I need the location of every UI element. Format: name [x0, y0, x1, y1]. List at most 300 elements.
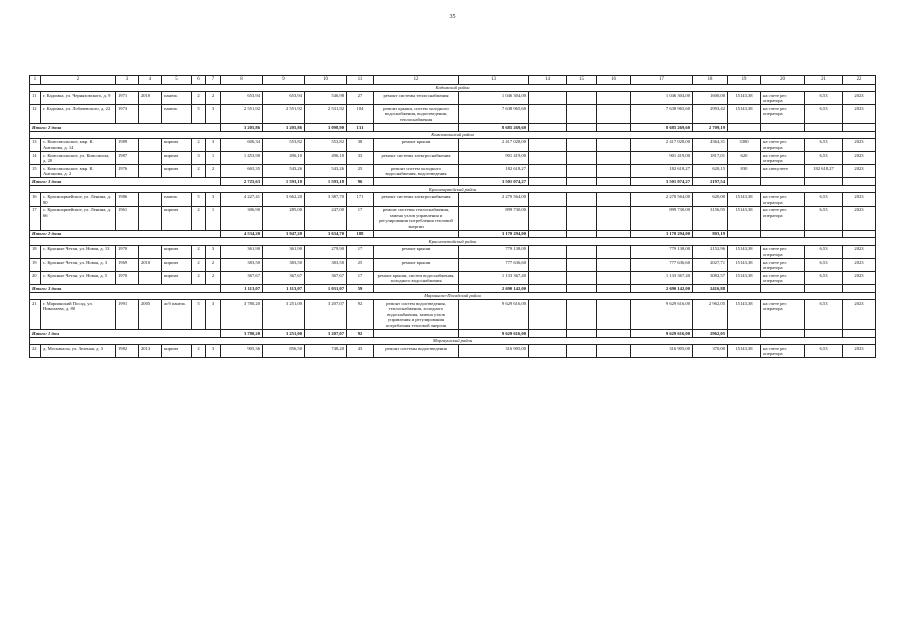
cell-c18: 2 962,05 — [693, 300, 728, 330]
total-residents: 188 — [347, 230, 374, 238]
cell-c18: 3082,57 — [693, 272, 728, 285]
cell-mat: кирпич — [162, 344, 192, 357]
cell-fl: 2 — [192, 92, 206, 105]
cell-y1: 1986 — [116, 193, 139, 206]
district-row — [30, 186, 876, 193]
table-row — [30, 92, 876, 105]
cell-c19: 15143,38 — [728, 272, 761, 285]
cell-addr: г. Кадомка, ул. Лобачевского, д. 22 — [41, 105, 116, 124]
table-row — [30, 300, 876, 330]
cell-y1: 1961 — [116, 206, 139, 230]
column-number: 19 — [728, 76, 761, 85]
cell-c19: 15143,38 — [728, 245, 761, 258]
cell-c22: 2023 — [843, 165, 876, 178]
cell-a2: 553,82 — [263, 138, 305, 151]
cell-c16 — [597, 300, 631, 330]
cell-addr: с. Красные Четаи, ул. Новая, д. 5 — [41, 272, 116, 285]
cell-c20: на счете рег. оператора — [761, 272, 805, 285]
cell-mat: кирпич — [162, 165, 192, 178]
total-cost-fund: 8 685 269,60 — [631, 123, 693, 131]
cell-en: 3 — [206, 300, 221, 330]
cell-c16 — [597, 152, 631, 165]
cell-addr: г. Кадомка, ул. Черняховского, д. 9 — [41, 92, 116, 105]
total-empty — [529, 123, 567, 131]
cell-res: 17 — [347, 206, 374, 230]
column-number: 18 — [693, 76, 728, 85]
cell-c16 — [597, 206, 631, 230]
cell-addr: с. Красные Четаи, ул. Новая, д. 13 — [41, 245, 116, 258]
cell-c21: 6,53 — [805, 258, 843, 271]
cell-a1: 606,34 — [221, 138, 263, 151]
total-area-3: 1 031,07 — [305, 285, 347, 293]
cell-fl: 5 — [192, 193, 206, 206]
cell-c16 — [597, 272, 631, 285]
cell-work: ремонт системы электроснабжения — [374, 152, 459, 165]
total-empty — [529, 285, 567, 293]
cell-c22: 2023 — [843, 300, 876, 330]
cell-c21: 6,53 — [805, 92, 843, 105]
cell-c14 — [529, 300, 567, 330]
total-cost: 2 690 142,00 — [459, 285, 529, 293]
cell-c18: 620,00 — [693, 193, 728, 206]
cell-c21: 6,53 — [805, 206, 843, 230]
cell-c19: 15143,38 — [728, 258, 761, 271]
cell-c17: 779 138,00 — [631, 245, 693, 258]
cell-c17: 2 417 028,00 — [631, 138, 693, 151]
cell-res: 171 — [347, 193, 374, 206]
total-area-1: 1 113,07 — [221, 285, 263, 293]
cell-c18: 1817,01 — [693, 152, 728, 165]
table-row — [30, 206, 876, 230]
cell-a3: 3 207,07 — [305, 300, 347, 330]
cell-a3: 496,10 — [305, 152, 347, 165]
cell-a3: 543,26 — [305, 165, 347, 178]
cell-c15 — [567, 152, 597, 165]
cell-c22: 2023 — [843, 245, 876, 258]
cell-c21: 6,53 — [805, 245, 843, 258]
cell-c19: 3380 — [728, 138, 761, 151]
district-row — [30, 337, 876, 344]
total-label: Итого: 2 дома — [30, 123, 221, 131]
cell-c15 — [567, 272, 597, 285]
cell-a1: 4 227,41 — [221, 193, 263, 206]
cell-work: ремонт крыши — [374, 138, 459, 151]
cell-a1: 2 551,92 — [221, 105, 263, 124]
capital-repair-register-table — [29, 75, 876, 358]
district-name: Кадомский район — [30, 84, 876, 91]
cell-work: ремонт системы теплоснабжения, замена узлов управления и регулирования потребления тепловой энергии — [374, 206, 459, 230]
total-empty — [805, 178, 843, 186]
total-empty — [761, 123, 805, 131]
district-row — [30, 238, 876, 245]
cell-en: 2 — [206, 258, 221, 271]
cell-c22: 2023 — [843, 344, 876, 357]
cell-y1: 1973 — [116, 105, 139, 124]
cell-c15 — [567, 245, 597, 258]
cell-a3: 748,20 — [305, 344, 347, 357]
cell-en: 3 — [206, 245, 221, 258]
column-number-row — [30, 76, 876, 85]
total-residents: 96 — [347, 178, 374, 186]
total-row — [30, 329, 876, 337]
total-label: Итого: 2 дома — [30, 230, 221, 238]
cell-c21: 6,53 — [805, 138, 843, 151]
cell-res: 25 — [347, 165, 374, 178]
total-cost: 3 501 074,27 — [459, 178, 529, 186]
column-number: 17 — [631, 76, 693, 85]
cell-fl: 2 — [192, 344, 206, 357]
cell-c19: 15143,38 — [728, 105, 761, 124]
cell-a2: 2 551,92 — [263, 105, 305, 124]
cell-cost: 779 138,00 — [459, 245, 529, 258]
cell-c15 — [567, 92, 597, 105]
total-unit-cost: 803,19 — [693, 230, 728, 238]
total-label: Итого: 3 дома — [30, 178, 221, 186]
cell-a3: 3 387,70 — [305, 193, 347, 206]
total-empty — [761, 285, 805, 293]
cell-c22: 2023 — [843, 258, 876, 271]
cell-work: ремонт систем водоотведения, теплоснабжения, холодного водоснабжения, замена узлов управления и регулирования потребления тепловой энергии — [374, 300, 459, 330]
total-row — [30, 230, 876, 238]
cell-cost: 1 133 367,40 — [459, 272, 529, 285]
cell-en: 2 — [206, 92, 221, 105]
cell-y1: 1971 — [116, 92, 139, 105]
cell-a1: 367,67 — [221, 272, 263, 285]
total-empty — [843, 123, 876, 131]
cell-c15 — [567, 165, 597, 178]
cell-c16 — [597, 138, 631, 151]
column-number: 5 — [162, 76, 192, 85]
total-cost: 8 685 269,60 — [459, 123, 529, 131]
total-area-3: 1 593,18 — [305, 178, 347, 186]
cell-mat: кирпич — [162, 152, 192, 165]
cell-y2 — [139, 193, 162, 206]
table-row — [30, 138, 876, 151]
cell-mat: панель — [162, 92, 192, 105]
cell-c19: 15143,38 — [728, 344, 761, 357]
total-cost-fund: 3 501 074,27 — [631, 178, 693, 186]
cell-c17: 316 905,00 — [631, 344, 693, 357]
cell-addr: д. Москакасы, ул. Зеленая, д. 3 — [41, 344, 116, 357]
cell-c15 — [567, 258, 597, 271]
cell-c16 — [597, 258, 631, 271]
cell-c15 — [567, 344, 597, 357]
cell-mat: ж/б панель — [162, 300, 192, 330]
cell-cost: 7 638 965,60 — [459, 105, 529, 124]
cell-c14 — [529, 138, 567, 151]
cell-res: 43 — [347, 344, 374, 357]
column-number: 1 — [30, 76, 41, 85]
total-empty — [597, 230, 631, 238]
cell-en: 3 — [206, 105, 221, 124]
cell-c22: 2023 — [843, 152, 876, 165]
cell-c16 — [597, 165, 631, 178]
district-row — [30, 293, 876, 300]
cell-c20: на счете рег. оператора — [761, 206, 805, 230]
cell-n: 19 — [30, 258, 41, 271]
cell-c21: 6,53 — [805, 300, 843, 330]
cell-c18: 2027,71 — [693, 258, 728, 271]
cell-a3: 546,98 — [305, 92, 347, 105]
total-empty — [374, 123, 459, 131]
cell-en: 2 — [206, 165, 221, 178]
cell-fl: 5 — [192, 105, 206, 124]
total-empty — [843, 178, 876, 186]
cell-work: ремонт системы электроснабжения — [374, 193, 459, 206]
total-empty — [597, 178, 631, 186]
cell-c15 — [567, 193, 597, 206]
cell-c17: 2 270 564,00 — [631, 193, 693, 206]
table-row — [30, 152, 876, 165]
cell-n: 20 — [30, 272, 41, 285]
column-number: 13 — [459, 76, 529, 85]
cell-mat: кирпич — [162, 138, 192, 151]
total-empty — [529, 178, 567, 186]
cell-addr: с. Комсомольское, мкр. К. Антонова, д. 14 — [41, 138, 116, 151]
total-empty — [761, 329, 805, 337]
cell-n: 17 — [30, 206, 41, 230]
cell-c14 — [529, 206, 567, 230]
cell-c22: 2023 — [843, 138, 876, 151]
cell-c17: 7 638 965,60 — [631, 105, 693, 124]
cell-c18: 4364,31 — [693, 138, 728, 151]
cell-y2: 2005 — [139, 300, 162, 330]
cell-n: 22 — [30, 344, 41, 357]
cell-c18: 3156,95 — [693, 206, 728, 230]
column-number: 21 — [805, 76, 843, 85]
cell-y1: 1969 — [116, 258, 139, 271]
column-number: 4 — [139, 76, 162, 85]
cell-a2: 367,67 — [263, 272, 305, 285]
total-empty — [374, 230, 459, 238]
cell-c15 — [567, 138, 597, 151]
cell-c17: 182 618,27 — [631, 165, 693, 178]
cell-y1: 1987 — [116, 152, 139, 165]
cell-n: 18 — [30, 245, 41, 258]
column-number: 15 — [567, 76, 597, 85]
cell-work: ремонт системы теплоснабжения — [374, 92, 459, 105]
cell-y1: 1976 — [116, 165, 139, 178]
cell-c22: 2023 — [843, 193, 876, 206]
total-empty — [597, 285, 631, 293]
table-row — [30, 105, 876, 124]
cell-n: 15 — [30, 165, 41, 178]
total-label: Итого: 3 дома — [30, 285, 221, 293]
cell-a3: 279,90 — [305, 245, 347, 258]
cell-c14 — [529, 152, 567, 165]
column-number: 16 — [597, 76, 631, 85]
cell-addr: с. Красные Четаи, ул. Новая, д. 3 — [41, 258, 116, 271]
cell-fl: 3 — [192, 152, 206, 165]
cell-c14 — [529, 258, 567, 271]
cell-c14 — [529, 105, 567, 124]
total-area-1: 3 780,20 — [221, 329, 263, 337]
cell-mat: панель — [162, 105, 192, 124]
cell-cost: 899 730,00 — [459, 206, 529, 230]
cell-y2: 2010 — [139, 258, 162, 271]
total-empty — [529, 230, 567, 238]
cell-a3: 553,82 — [305, 138, 347, 151]
column-number: 22 — [843, 76, 876, 85]
total-area-3: 3 207,07 — [305, 329, 347, 337]
cell-y1: 1991 — [116, 300, 139, 330]
cell-c17: 1 133 367,40 — [631, 272, 693, 285]
cell-c20: на счете рег. оператора — [761, 193, 805, 206]
cell-y1: 1970 — [116, 272, 139, 285]
cell-cost: 777 636,60 — [459, 258, 529, 271]
cell-c19: 15143,38 — [728, 92, 761, 105]
cell-c15 — [567, 105, 597, 124]
total-cost-fund: 9 629 616,00 — [631, 329, 693, 337]
cell-fl: 2 — [192, 165, 206, 178]
cell-a1: 306,90 — [221, 206, 263, 230]
cell-c21: 6,53 — [805, 344, 843, 357]
total-empty — [374, 178, 459, 186]
cell-en: 3 — [206, 138, 221, 151]
cell-work: ремонт крыши, систем водоснабжения, холодного водоснабжения — [374, 272, 459, 285]
total-empty — [567, 178, 597, 186]
cell-c16 — [597, 92, 631, 105]
total-row — [30, 123, 876, 131]
cell-cost: 901 419,00 — [459, 152, 529, 165]
cell-c14 — [529, 92, 567, 105]
total-empty — [597, 123, 631, 131]
cell-c14 — [529, 344, 567, 357]
cell-res: 104 — [347, 105, 374, 124]
cell-cost: 9 629 616,00 — [459, 300, 529, 330]
cell-work: ремонт крыши — [374, 245, 459, 258]
total-label: Итого: 1 дом — [30, 329, 221, 337]
cell-en: 1 — [206, 206, 221, 230]
total-cost: 9 629 616,00 — [459, 329, 529, 337]
cell-cost: 316 905,00 — [459, 344, 529, 357]
total-empty — [728, 230, 761, 238]
cell-res: 33 — [347, 152, 374, 165]
cell-y1: 1982 — [116, 344, 139, 357]
cell-res: 27 — [347, 92, 374, 105]
district-name: Комсомольский район — [30, 131, 876, 138]
cell-addr: г. Мариинский Посад, ул. Николаева, д. 80 — [41, 300, 116, 330]
cell-a1: 3 780,20 — [221, 300, 263, 330]
total-residents: 59 — [347, 285, 374, 293]
cell-mat: кирпич — [162, 245, 192, 258]
cell-res: 25 — [347, 258, 374, 271]
total-empty — [761, 178, 805, 186]
cell-res: 17 — [347, 272, 374, 285]
cell-work: ремонт систем холодного водоснабжения, водоотведения — [374, 165, 459, 178]
cell-y2 — [139, 165, 162, 178]
cell-c17: 1 046 304,00 — [631, 92, 693, 105]
cell-c16 — [597, 105, 631, 124]
cell-c17: 777 636,60 — [631, 258, 693, 271]
cell-cost: 2 270 564,00 — [459, 193, 529, 206]
cell-mat: кирпич — [162, 206, 192, 230]
cell-c18: 370,00 — [693, 344, 728, 357]
cell-work: ремонт системы водоотведения — [374, 344, 459, 357]
cell-c22: 2023 — [843, 105, 876, 124]
cell-c17: 9 629 616,00 — [631, 300, 693, 330]
cell-fl: 2 — [192, 272, 206, 285]
total-empty — [529, 329, 567, 337]
cell-en: 3 — [206, 193, 221, 206]
cell-c21: 6,53 — [805, 105, 843, 124]
cell-n: 21 — [30, 300, 41, 330]
cell-a1: 653,94 — [221, 92, 263, 105]
cell-c21: 6,53 — [805, 193, 843, 206]
cell-c20: на счете рег. оператора — [761, 152, 805, 165]
total-row — [30, 178, 876, 186]
cell-n: 12 — [30, 105, 41, 124]
cell-a2: 285,00 — [263, 206, 305, 230]
table-row — [30, 245, 876, 258]
cell-y2 — [139, 105, 162, 124]
table-row — [30, 165, 876, 178]
total-unit-cost: 2962,05 — [693, 329, 728, 337]
cell-c18: 2993,42 — [693, 105, 728, 124]
cell-a2: 3 251,00 — [263, 300, 305, 330]
cell-cost: 182 618,27 — [459, 165, 529, 178]
cell-c22: 2023 — [843, 92, 876, 105]
total-unit-cost: 2416,88 — [693, 285, 728, 293]
total-residents: 131 — [347, 123, 374, 131]
cell-c17: 899 730,00 — [631, 206, 693, 230]
cell-c19: 15143,38 — [728, 193, 761, 206]
table-row — [30, 344, 876, 357]
total-empty — [728, 285, 761, 293]
table-row — [30, 193, 876, 206]
total-empty — [843, 285, 876, 293]
cell-c20: на счете рег. оператора — [761, 105, 805, 124]
district-name: Красночетайский район — [30, 238, 876, 245]
cell-c19: 15143,38 — [728, 300, 761, 330]
district-name: Моргаушский район — [30, 337, 876, 344]
cell-fl: 2 — [192, 206, 206, 230]
column-number: 12 — [374, 76, 459, 85]
cell-a2: 543,26 — [263, 165, 305, 178]
cell-n: 16 — [30, 193, 41, 206]
total-empty — [597, 329, 631, 337]
total-area-2: 3 205,86 — [263, 123, 305, 131]
column-number: 7 — [206, 76, 221, 85]
total-unit-cost: 2197,54 — [693, 178, 728, 186]
district-row — [30, 84, 876, 91]
cell-c18: 1600,00 — [693, 92, 728, 105]
cell-c19: 830 — [728, 165, 761, 178]
cell-mat: панель — [162, 193, 192, 206]
cell-c21: 6,53 — [805, 272, 843, 285]
table-row — [30, 272, 876, 285]
total-empty — [805, 230, 843, 238]
total-empty — [567, 230, 597, 238]
total-empty — [805, 285, 843, 293]
total-area-1: 4 534,20 — [221, 230, 263, 238]
cell-addr: с. Красноармейское, ул. Ленина, д. 80 — [41, 193, 116, 206]
cell-n: 11 — [30, 92, 41, 105]
total-row — [30, 285, 876, 293]
district-name: Мариинско-Посадский район — [30, 293, 876, 300]
total-area-2: 3 947,20 — [263, 230, 305, 238]
column-number: 3 — [116, 76, 139, 85]
cell-a2: 383,50 — [263, 258, 305, 271]
cell-fl: 2 — [192, 245, 206, 258]
page-number: 35 — [449, 14, 456, 20]
column-number: 9 — [263, 76, 305, 85]
cell-y2 — [139, 152, 162, 165]
total-residents: 92 — [347, 329, 374, 337]
cell-y2: 2010 — [139, 92, 162, 105]
column-number: 2 — [41, 76, 116, 85]
cell-c17: 901 419,00 — [631, 152, 693, 165]
